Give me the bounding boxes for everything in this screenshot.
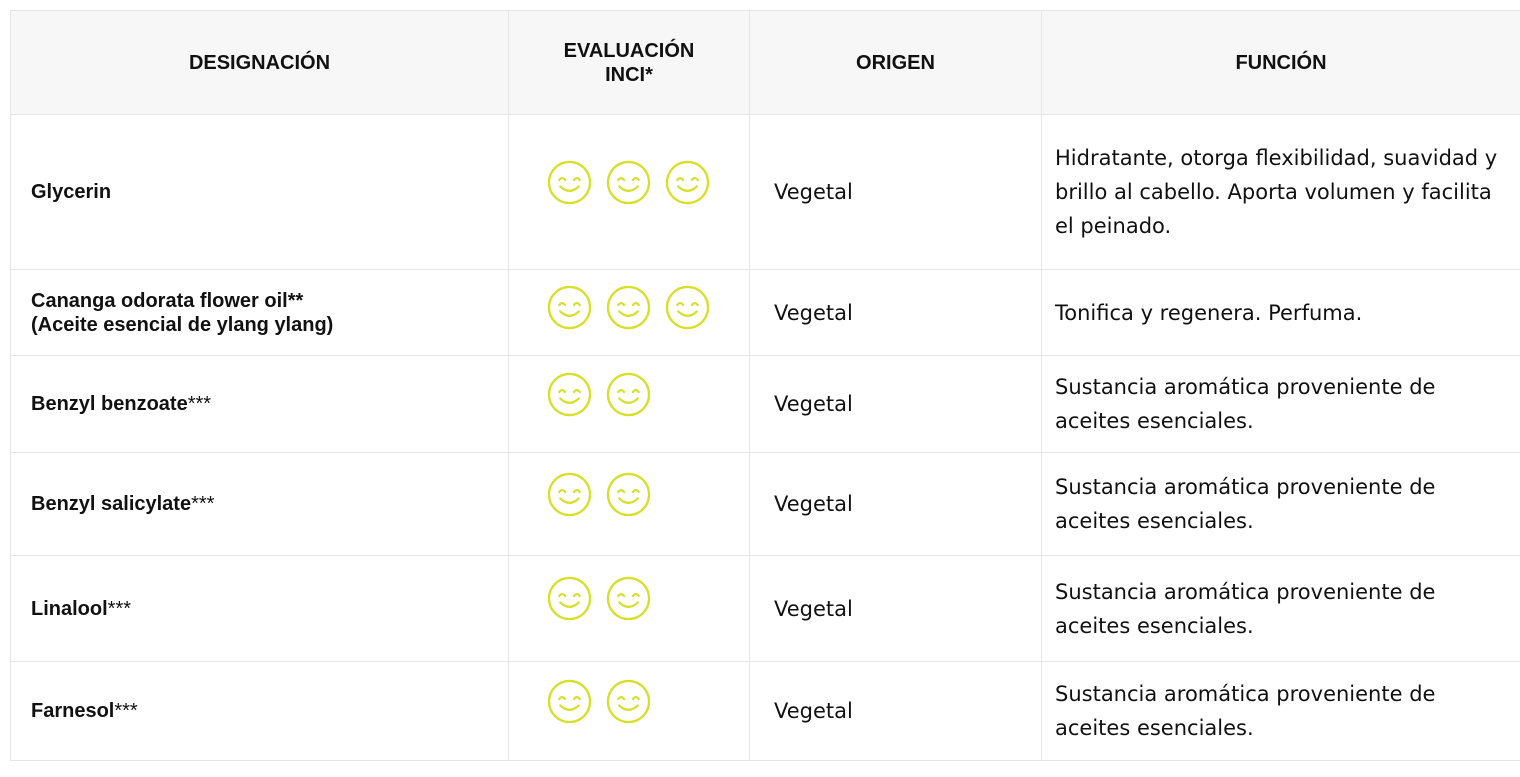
inci-rating xyxy=(547,346,749,442)
header-evaluation-line2: INCI* xyxy=(605,63,653,86)
ingredient-name-cell xyxy=(11,356,509,453)
ingredient-asterisks: *** xyxy=(114,700,138,722)
smiley-face-icon xyxy=(606,285,651,330)
table-row xyxy=(11,453,1520,556)
table-row xyxy=(11,270,1520,356)
smiley-face-icon xyxy=(547,160,592,205)
inci-rating xyxy=(547,105,749,259)
ingredient-name-cell xyxy=(11,662,509,761)
smiley-face-icon xyxy=(665,160,710,205)
ingredients-table xyxy=(10,10,1520,761)
function-cell: Hidratante, otorga flexibilidad, suavidad y brillo al cabello. Aporta volumen y facilita el peinado. xyxy=(1042,115,1520,270)
header-function: FUNCIÓN xyxy=(1042,11,1520,115)
inci-rating-cell xyxy=(509,270,750,356)
table-row xyxy=(11,662,1520,761)
ingredient-name: Benzyl benzoate xyxy=(31,393,188,415)
inci-rating-cell xyxy=(509,556,750,662)
table-row xyxy=(11,556,1520,662)
smiley-face-icon xyxy=(665,285,710,330)
header-row xyxy=(11,11,1520,115)
function-cell: Tonifica y regenera. Perfuma. xyxy=(1042,270,1520,356)
smiley-face-icon xyxy=(606,160,651,205)
header-designation: DESIGNACIÓN xyxy=(11,11,509,115)
smiley-face-icon xyxy=(606,679,651,724)
ingredient-name-subtitle: (Aceite esencial de ylang ylang) xyxy=(31,313,334,336)
header-evaluation-line1: EVALUACIÓN xyxy=(563,39,695,62)
ingredient-name-cell xyxy=(11,270,509,356)
ingredient-asterisks: *** xyxy=(187,393,212,415)
inci-rating-cell xyxy=(509,662,750,761)
smiley-face-icon xyxy=(606,372,651,417)
inci-rating xyxy=(547,265,749,350)
inci-rating xyxy=(547,652,749,750)
smiley-face-icon xyxy=(547,576,592,621)
ingredient-name-cell xyxy=(11,115,509,270)
table-row xyxy=(11,356,1520,453)
inci-rating xyxy=(547,443,749,545)
function-cell: Sustancia aromática proveniente de aceites esenciales. xyxy=(1042,356,1520,453)
table-body xyxy=(11,115,1520,761)
ingredient-name-cell xyxy=(11,556,509,662)
smiley-face-icon xyxy=(547,679,592,724)
inci-rating-cell xyxy=(509,356,750,453)
inci-rating xyxy=(547,546,749,651)
table-row xyxy=(11,115,1520,270)
smiley-face-icon xyxy=(547,472,592,517)
ingredient-name-cell xyxy=(11,453,509,556)
ingredient-name: Glycerin xyxy=(31,181,112,203)
function-cell: Sustancia aromática proveniente de aceites esenciales. xyxy=(1042,453,1520,556)
origin-cell: Vegetal xyxy=(750,270,1042,356)
ingredient-name: Benzyl salicylate xyxy=(31,493,192,515)
smiley-face-icon xyxy=(547,285,592,330)
smiley-face-icon xyxy=(606,472,651,517)
origin-cell: Vegetal xyxy=(750,115,1042,270)
ingredient-name: Cananga odorata flower oil** xyxy=(31,289,304,312)
ingredient-asterisks: *** xyxy=(107,597,132,620)
origin-cell: Vegetal xyxy=(750,662,1042,761)
header-origin: ORIGEN xyxy=(750,11,1042,115)
table-header xyxy=(11,11,1520,115)
ingredient-asterisks: *** xyxy=(191,493,215,515)
origin-cell: Vegetal xyxy=(750,453,1042,556)
origin-cell: Vegetal xyxy=(750,356,1042,453)
smiley-face-icon xyxy=(606,576,651,621)
function-cell: Sustancia aromática proveniente de aceites esenciales. xyxy=(1042,556,1520,662)
origin-cell: Vegetal xyxy=(750,556,1042,662)
inci-rating-cell xyxy=(509,453,750,556)
ingredient-name: Linalool xyxy=(31,597,108,620)
ingredients-table-container xyxy=(10,10,1520,761)
header-evaluation xyxy=(509,11,750,115)
inci-rating-cell xyxy=(509,115,750,270)
smiley-face-icon xyxy=(547,372,592,417)
ingredient-name: Farnesol xyxy=(31,700,115,722)
function-cell: Sustancia aromática proveniente de aceites esenciales. xyxy=(1042,662,1520,761)
